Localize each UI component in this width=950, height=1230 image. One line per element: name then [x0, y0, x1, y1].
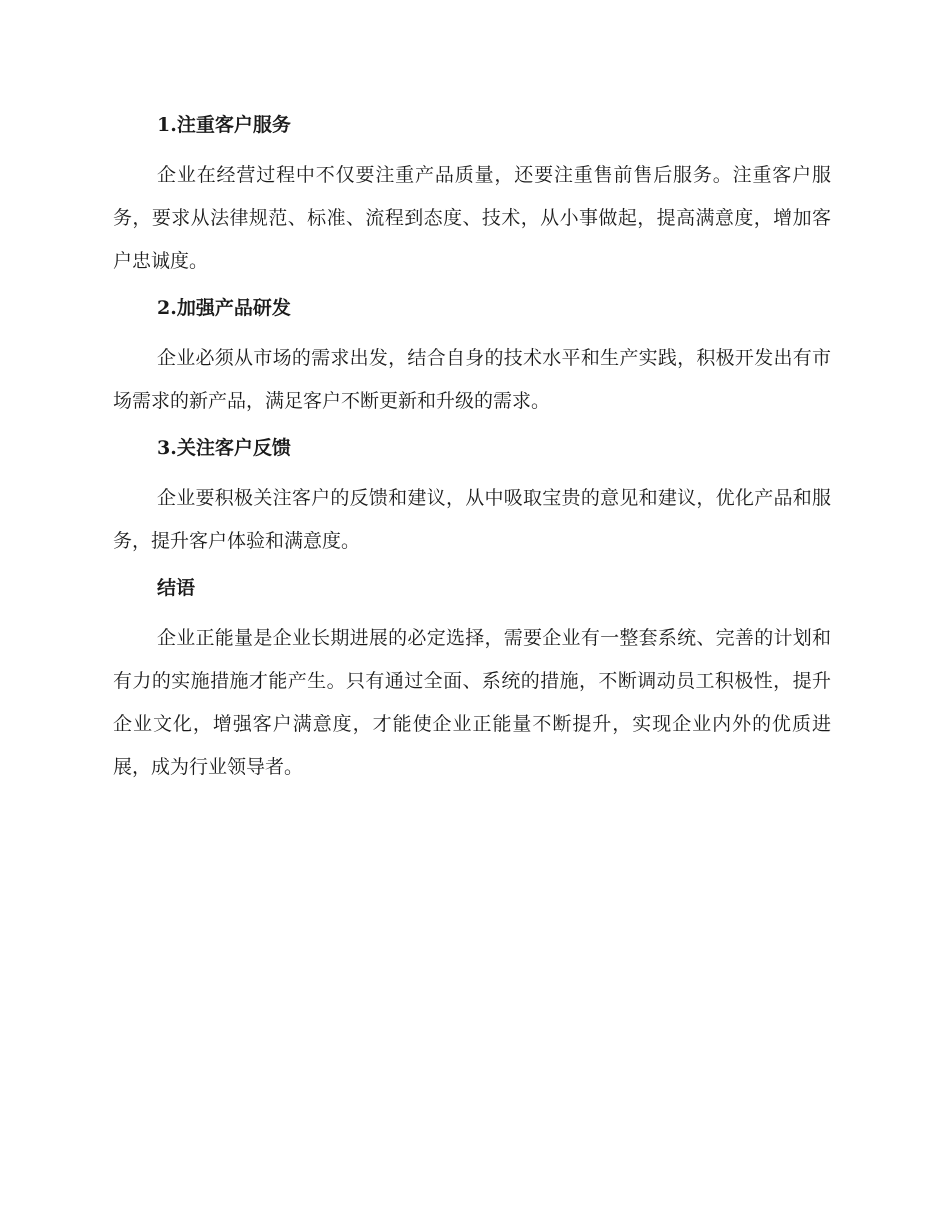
- section-body-product-rnd: 企业必须从市场的需求出发，结合自身的技术水平和生产实践，积极开发出有市场需求的新产品，满足客户不断更新和升级的需求。: [113, 347, 831, 412]
- section-heading-conclusion: 结语: [157, 577, 196, 599]
- section-body-customer-service: 企业在经营过程中不仅要注重产品质量，还要注重售前售后服务。注重客户服务，要求从法律规范、标准、流程到态度、技术，从小事做起，提高满意度，增加客户忠诚度。: [113, 164, 831, 272]
- section-heading-customer-feedback: 3.关注客户反馈: [157, 437, 291, 459]
- section-body-customer-feedback: 企业要积极关注客户的反馈和建议，从中吸取宝贵的意见和建议，优化产品和服务，提升客户体验和满意度。: [113, 487, 831, 552]
- section-body-conclusion: 企业正能量是企业长期进展的必定选择，需要企业有一整套系统、完善的计划和有力的实施措施才能产生。只有通过全面、系统的措施，不断调动员工积极性，提升企业文化，增强客户满意度，才能使企业正能量不断提升，实现企业内外的优质进展，成为行业领导者。: [113, 627, 831, 778]
- document-page: [113, 110, 831, 799]
- section-heading-customer-service: 1.注重客户服务: [157, 114, 291, 136]
- section-heading-product-rnd: 2.加强产品研发: [157, 297, 291, 319]
